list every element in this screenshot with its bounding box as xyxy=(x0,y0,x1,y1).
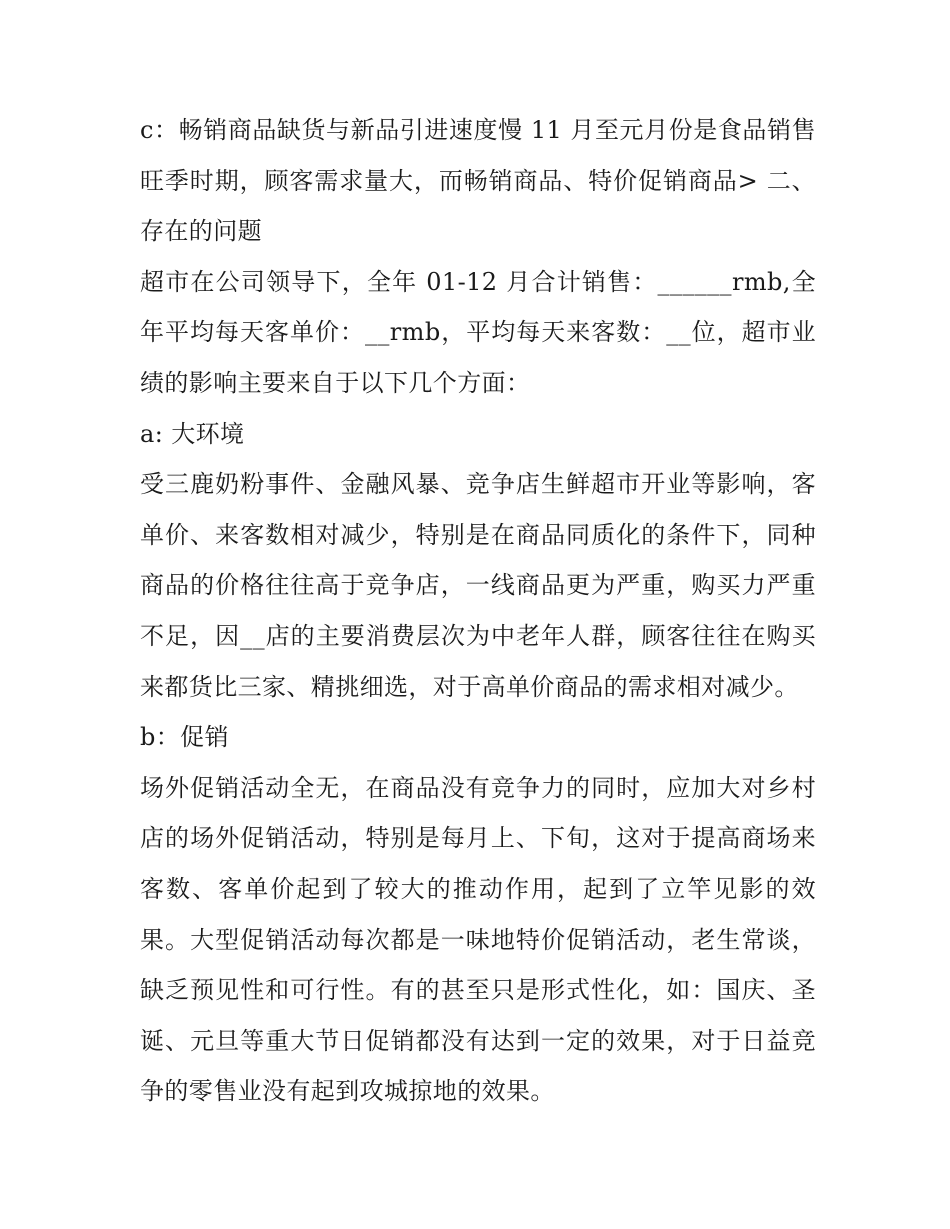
heading-promotion: b：促销 xyxy=(140,723,229,752)
paragraph-bestseller-shortage: c：畅销商品缺货与新品引进速度慢 11 月至元月份是食品销售旺季时期，顾客需求量大，而畅销商品、特价促销商品> 二、存在的问题 xyxy=(140,116,816,246)
paragraph-promotion: 场外促销活动全无，在商品没有竞争力的同时，应加大对乡村店的场外促销活动，特别是每月上、下旬，这对于提高商场来客数、客单价起到了较大的推动作用，起到了立竿见影的效果。大型促销活动每次都是一味地特价促销活动，老生常谈，缺乏预见性和可行性。有的甚至只是形式性化，如：国庆、圣诞、元旦等重大节日促销都没有达到一定的效果，对于日益竞争的零售业没有起到攻城掠地的效果。 xyxy=(140,773,816,1106)
paragraph-environment: 受三鹿奶粉事件、金融风暴、竞争店生鲜超市开业等影响，客单价、来客数相对减少，特别是在商品同质化的条件下，同种商品的价格往往高于竞争店，一线商品更为严重，购买力严重不足，因__店的主要消费层次为中老年人群，顾客往往在购买来都货比三家、精挑细选，对于高单价商品的需求相对减少。 xyxy=(140,470,816,701)
paragraph-sales-summary: 超市在公司领导下，全年 01-12 月合计销售：______rmb,全年平均每天客单价：__rmb，平均每天来客数：__位，超市业绩的影响主要来自于以下几个方面： xyxy=(140,267,816,397)
heading-environment: a: 大环境 xyxy=(140,419,245,448)
document-body xyxy=(140,105,816,1117)
